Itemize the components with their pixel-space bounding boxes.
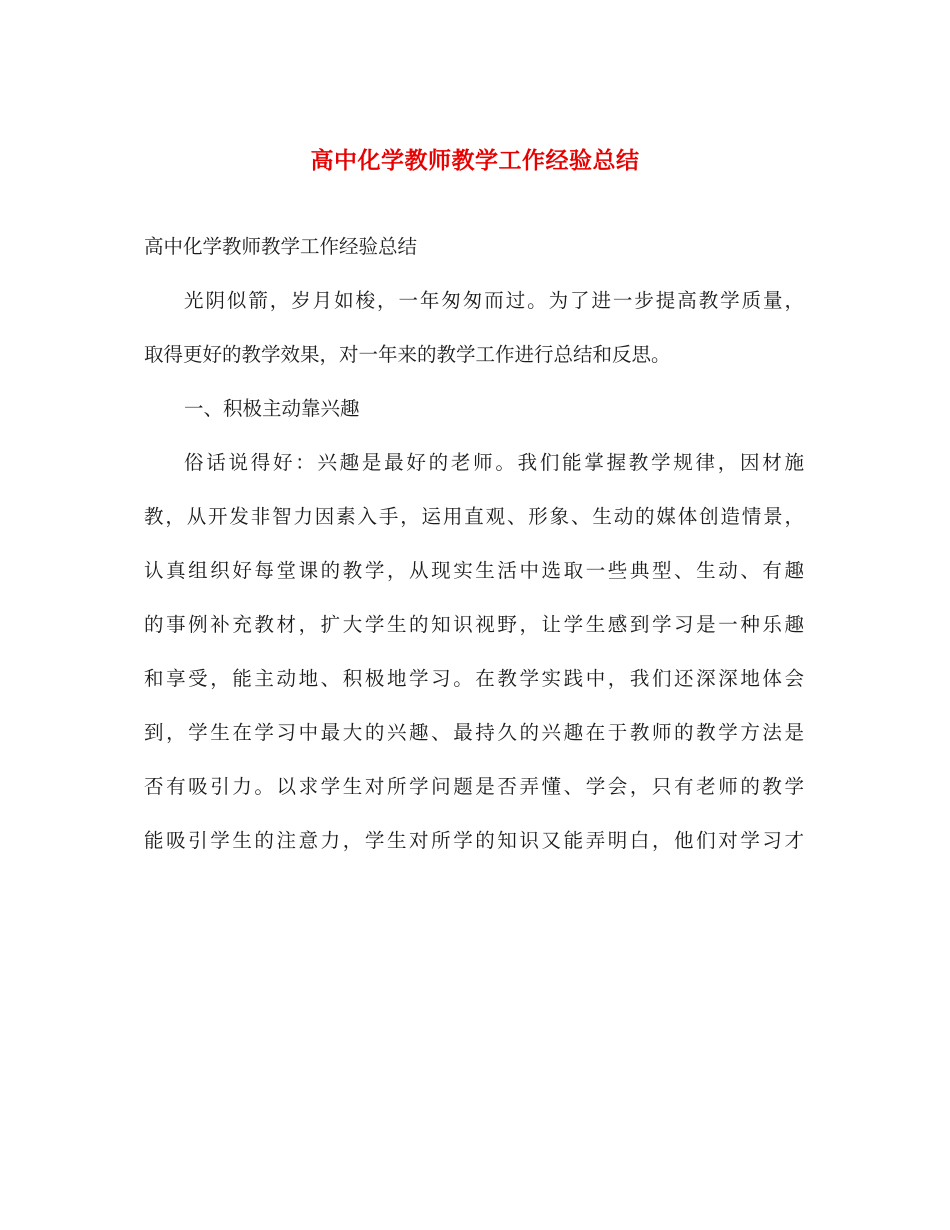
section-heading: 一、积极主动靠兴趣 — [184, 397, 360, 420]
body-line: 教，从开发非智力因素入手，运用直观、形象、生动的媒体创造情景， — [144, 505, 804, 528]
document-title: 高中化学教师教学工作经验总结 — [310, 147, 640, 174]
body-line: 能吸引学生的注意力，学生对所学的知识又能弄明白，他们对学习才 — [144, 829, 804, 852]
body-line: 的事例补充教材，扩大学生的知识视野，让学生感到学习是一种乐趣 — [144, 613, 804, 636]
document-body — [144, 231, 804, 879]
body-line: 否有吸引力。以求学生对所学问题是否弄懂、学会，只有老师的教学 — [144, 775, 804, 798]
body-line: 取得更好的教学效果，对一年来的教学工作进行总结和反思。 — [144, 343, 671, 366]
body-line: 光阴似箭，岁月如梭，一年匆匆而过。为了进一步提高教学质量， — [184, 289, 804, 312]
body-line: 认真组织好每堂课的教学，从现实生活中选取一些典型、生动、有趣 — [144, 559, 804, 582]
body-line: 和享受，能主动地、积极地学习。在教学实践中，我们还深深地体会 — [144, 667, 804, 690]
body-line: 到，学生在学习中最大的兴趣、最持久的兴趣在于教师的教学方法是 — [144, 721, 804, 744]
body-line: 俗话说得好：兴趣是最好的老师。我们能掌握教学规律，因材施 — [184, 451, 804, 474]
body-line-subtitle: 高中化学教师教学工作经验总结 — [144, 235, 418, 258]
